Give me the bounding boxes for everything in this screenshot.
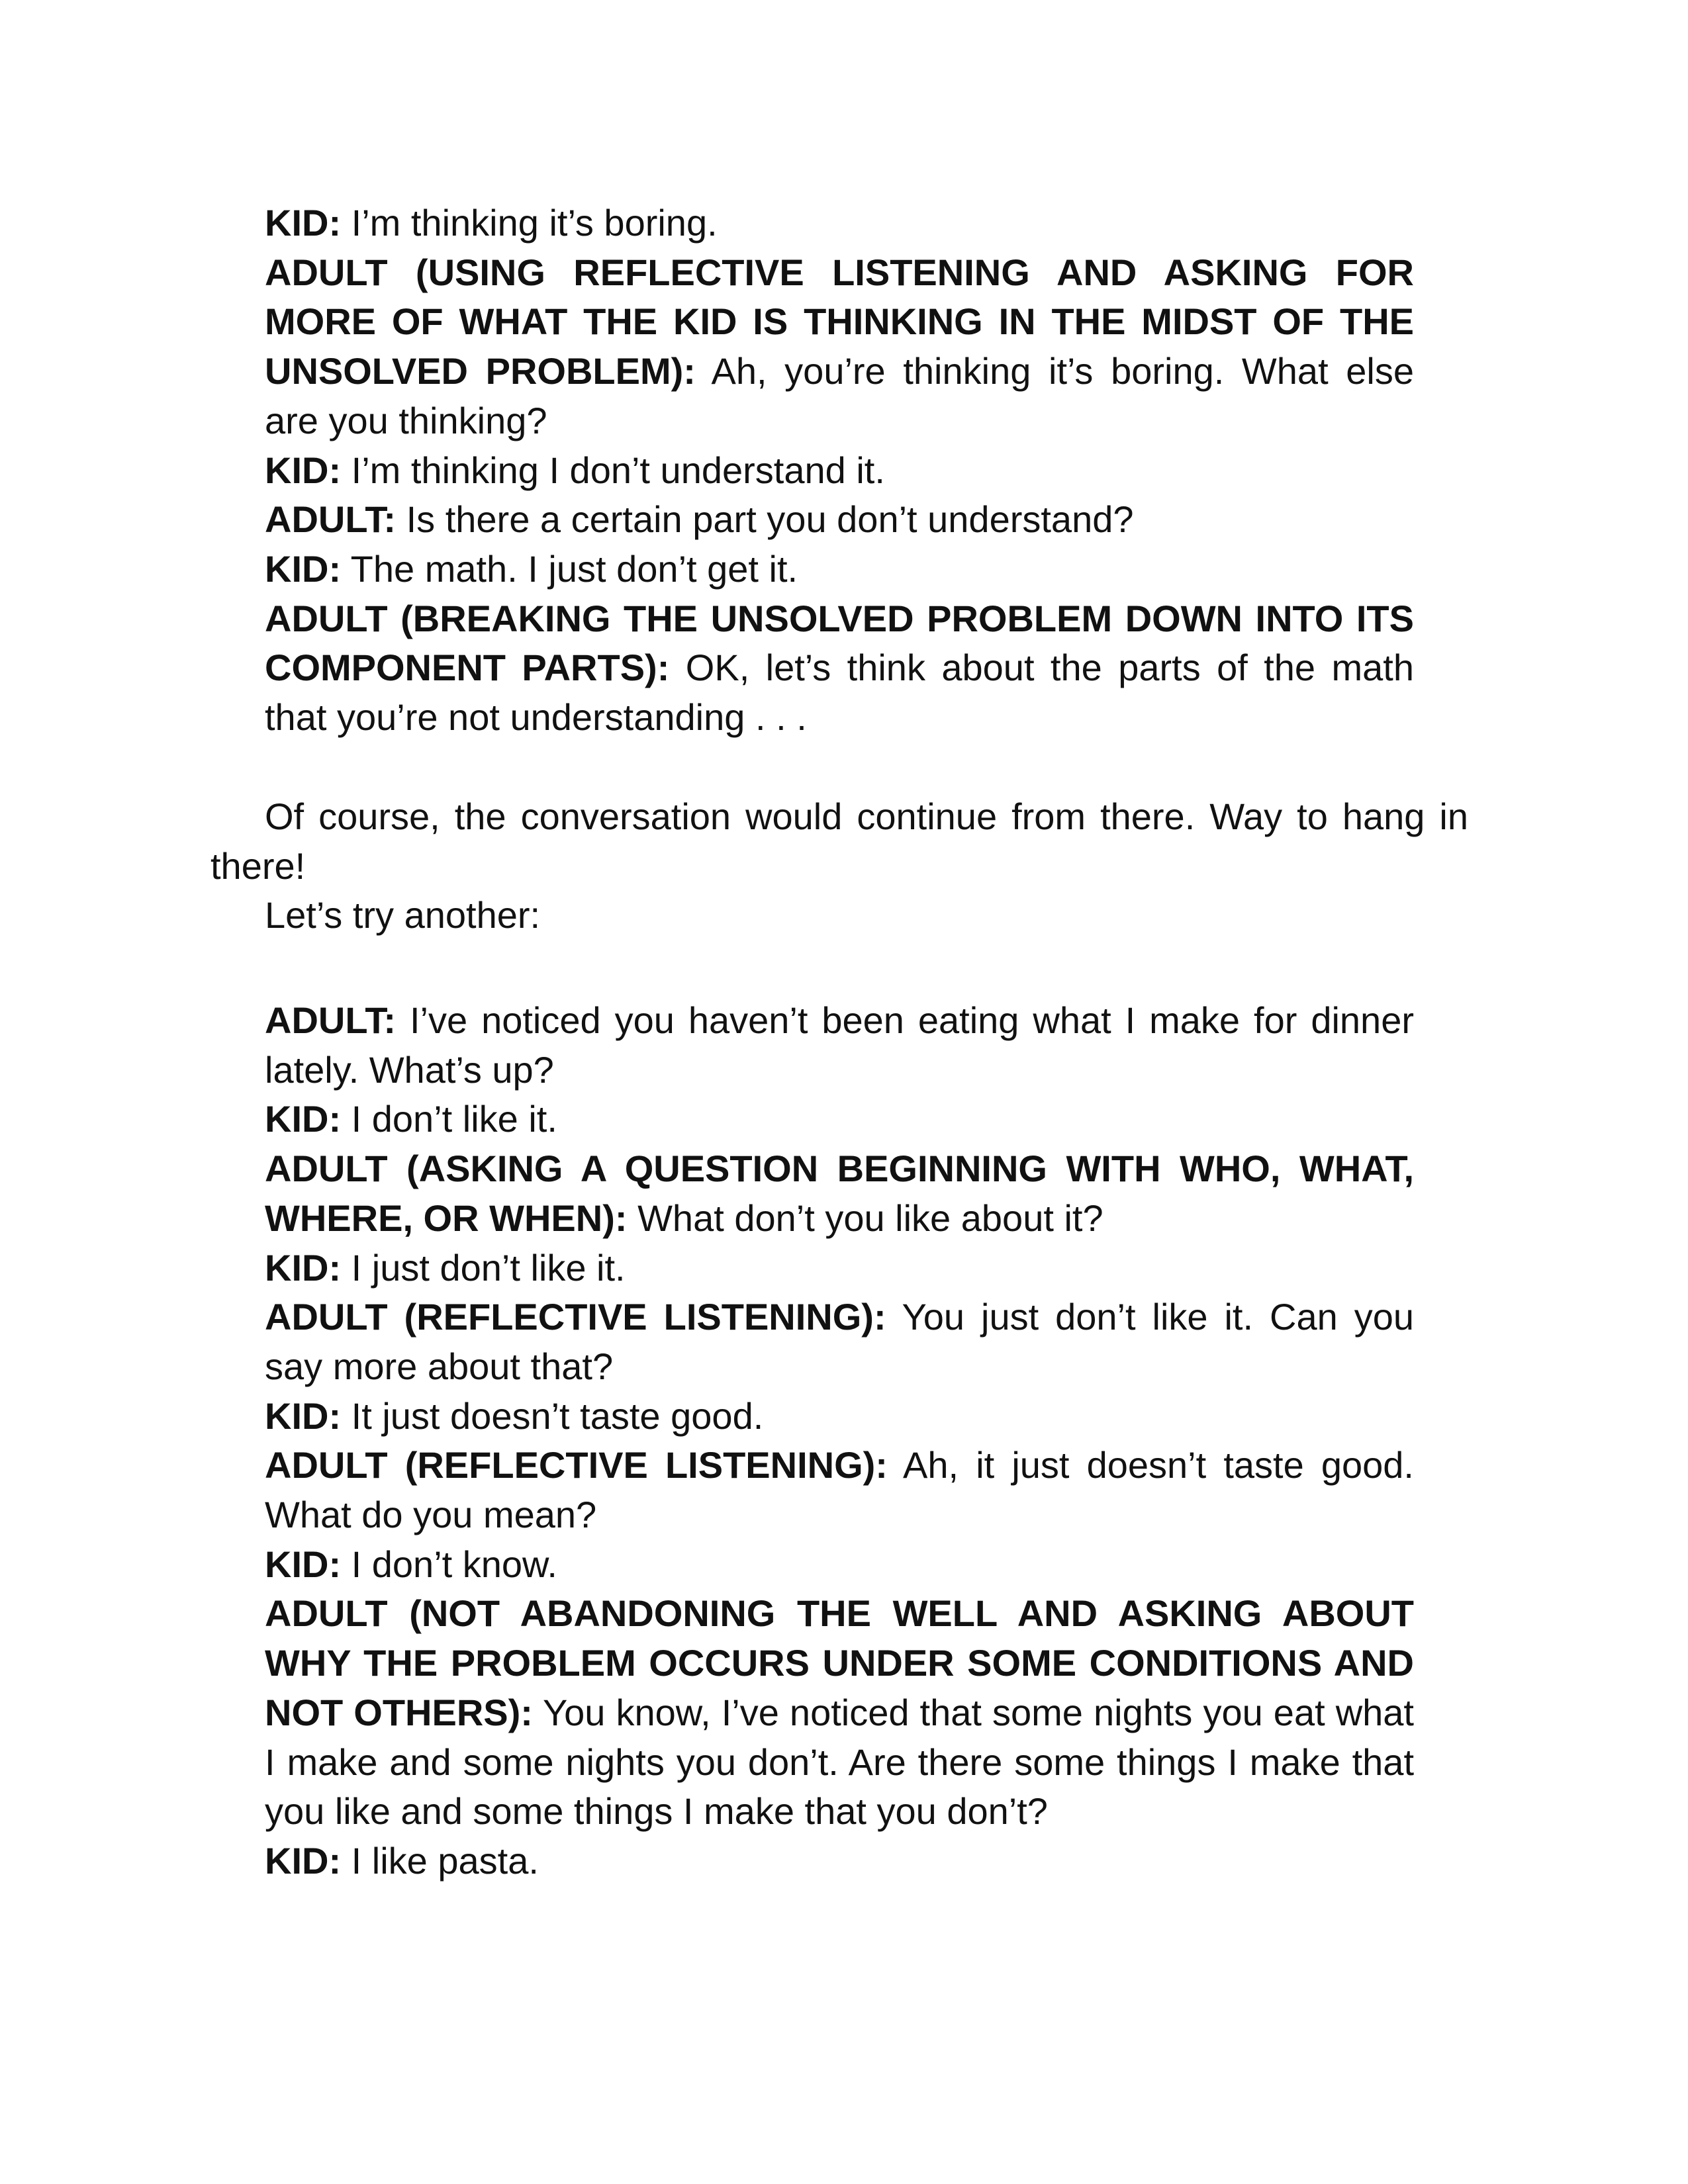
dialogue-text: I like pasta. [341,1839,539,1882]
speaker-label: KID: [265,202,342,244]
dialogue-text: Ah, it just doesn’t taste good. What do you mean? [265,1444,1414,1536]
speaker-label: ADULT (REFLECTIVE LISTENING): [265,1296,886,1338]
speaker-label: KID: [265,1394,342,1437]
dialogue-line [265,545,1414,594]
speaker-label: ADULT (NOT ABANDONING THE WELL AND ASKING ABOUT WHY THE PROBLEM OCCURS UNDER SOME CONDITIONS AND NOT OTHERS): [265,1592,1414,1733]
dialogue-block-2 [265,996,1414,1886]
speaker-label: ADULT (ASKING A QUESTION BEGINNING WITH WHO, WHAT, WHERE, OR WHEN): [265,1148,1414,1239]
dialogue-line [265,1244,1414,1293]
speaker-label: KID: [265,547,342,590]
dialogue-line [265,199,1414,248]
dialogue-text: You just don’t like it. Can you say more about that? [265,1296,1414,1387]
speaker-label: ADULT (REFLECTIVE LISTENING): [265,1444,888,1486]
speaker-label: ADULT (BREAKING THE UNSOLVED PROBLEM DOWN INTO ITS COMPONENT PARTS): [265,597,1414,689]
body-paragraph [211,792,1468,940]
paragraph-text: Of course, the conversation would continue from there. Way to hang in there! [211,796,1468,887]
dialogue-text: Is there a certain part you don’t understand? [396,498,1134,541]
speaker-label: ADULT: [265,498,397,541]
dialogue-line [265,1540,1414,1590]
dialogue-text: You know, I’ve noticed that some nights you eat what I make and some nights you don’t. Are there some things I make that you like and some things I make that you don’t? [265,1691,1414,1833]
paragraph-lead: Let’s try another: [265,894,541,936]
dialogue-line [265,248,1414,446]
dialogue-line [265,1144,1414,1243]
dialogue-text: I’ve noticed you haven’t been eating what I make for dinner lately. What’s up? [265,999,1414,1091]
dialogue-line [265,1293,1414,1391]
dialogue-line [265,1589,1414,1837]
speaker-label: ADULT (USING REFLECTIVE LISTENING AND ASKING FOR MORE OF WHAT THE KID IS THINKING IN THE MIDST OF THE UNSOLVED PROBLEM): [265,251,1414,392]
dialogue-text: It just doesn’t taste good. [341,1394,764,1437]
dialogue-text: The math. I just don’t get it. [341,547,798,590]
dialogue-text: I don’t like it. [341,1098,557,1140]
speaker-label: KID: [265,1246,342,1289]
dialogue-block-1 [265,199,1414,743]
dialogue-line [265,1837,1414,1886]
dialogue-line [265,1095,1414,1144]
speaker-label: KID: [265,1543,342,1585]
dialogue-text: I just don’t like it. [341,1246,626,1289]
dialogue-text: I’m thinking it’s boring. [341,202,718,244]
dialogue-text: I don’t know. [341,1543,557,1585]
dialogue-line [265,1441,1414,1539]
dialogue-text: OK, let’s think about the parts of the math that you’re not understanding . . . [265,647,1414,739]
dialogue-line [265,1392,1414,1441]
dialogue-text: What don’t you like about it? [627,1197,1103,1239]
dialogue-text: Ah, you’re thinking it’s boring. What else are you thinking? [265,350,1415,441]
dialogue-line [265,446,1414,496]
speaker-label: KID: [265,1098,342,1140]
speaker-label: ADULT: [265,999,397,1041]
dialogue-text: I’m thinking I don’t understand it. [341,449,885,491]
dialogue-line [265,495,1414,545]
dialogue-line [265,996,1414,1095]
dialogue-line [265,594,1414,743]
speaker-label: KID: [265,449,342,491]
speaker-label: KID: [265,1839,342,1882]
